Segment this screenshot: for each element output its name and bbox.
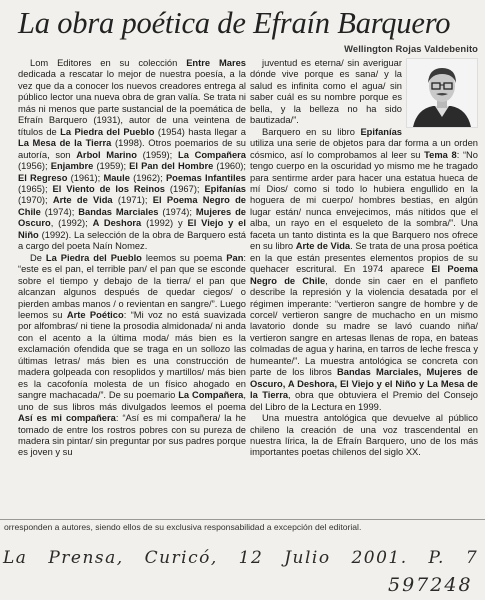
author-portrait-photo <box>406 58 478 128</box>
work-title-bold: El Pan del Hombre <box>129 161 214 172</box>
article-paragraph <box>250 413 478 459</box>
article-paragraph <box>18 253 246 459</box>
article-title: La obra poética de Efraín Barquero <box>18 6 451 40</box>
work-title-bold: Epifanías <box>204 183 246 194</box>
paragraph-text: Lom Editores en su colección <box>30 58 187 68</box>
work-title-bold: Arte Poético <box>66 309 124 320</box>
work-title-bold: Bandas Marciales <box>78 206 159 217</box>
paragraph-text: (1974); <box>40 206 79 217</box>
paragraph-text: De <box>30 252 46 263</box>
work-title-bold: Epifanías <box>360 126 402 137</box>
paragraph-text: (1992). La selección de la obra de Barquero está a cargo del poeta Naín Nomez. <box>18 229 246 252</box>
paragraph-text: : “este es el pan, el terrible pan/ el pan que se esconde sobre el tiempo y debajo de la tierra/ el pan que alcanzan algunos después de quedar ciegos/ o pierden ambas manos / o revientan en sangre/”. Luego leemos su <box>18 252 247 320</box>
footer-divider <box>0 519 485 520</box>
paragraph-text: (1967); <box>165 183 205 194</box>
paragraph-text: . Se trata de una prosa poética en la que están presentes elementos propios de su quehacer escritural. En 1974 aparece <box>250 241 478 275</box>
work-title-bold: A Deshora <box>92 218 142 229</box>
paragraph-text: : “Así es mi compañera/ la he tomado de entre los rostros pobres con su pureza de madera sin pintar/ sin preguntar por sus padres porque es joven y su <box>18 413 247 458</box>
paragraph-text: (1962); <box>129 172 166 183</box>
work-title-bold: El Poema Negro de Chile <box>250 264 478 286</box>
paragraph-text: Una muestra antológica que devuelve al público chileno la creación de una voz trascendental en nuestra lírica, la de Efraín Barquero, uno de los más importantes poetas chilenos del siglo XX. <box>250 413 478 458</box>
paragraph-text: (1954) hasta llegar a <box>154 126 246 137</box>
paragraph-text: utiliza una serie de objetos para dar forma a un orden cósmico, así lo comprobamos al leer su <box>250 138 478 160</box>
work-title-bold: La Piedra del Pueblo <box>60 126 155 137</box>
author-portrait-icon <box>407 59 477 127</box>
footer-disclaimer: orresponden a autores, siendo ellos de su exclusiva responsabilidad a excepción del editorial. <box>4 522 362 532</box>
work-title-bold: La Piedra del Pueblo <box>45 252 142 263</box>
work-title-bold: Pan <box>226 252 244 263</box>
paragraph-text: , obra que obtuviera el Premio del Consejo del Libro de la Lectura en 1999. <box>250 390 478 412</box>
paragraph-text: juventud es eterna/ sin averiguar dónde vive porque es sana/ y la salud es infinita como el agua/ sin saber cuál es su nombre porque es bella, y la belleza no ha sido bautizada/”. <box>250 58 402 126</box>
work-title-bold: El Viento de los Reinos <box>52 183 165 194</box>
paragraph-text: (1959); <box>136 149 178 160</box>
handwritten-source-note: La Prensa, Curicó, 12 Julio 2001. P. 7 <box>3 548 479 568</box>
article-column-left <box>18 58 246 459</box>
work-title-bold: El Poema Negro de Chile <box>18 195 246 217</box>
work-title-bold: Arte de Vida <box>52 195 113 206</box>
paragraph-text: (1970); <box>18 195 53 206</box>
work-title-bold: Arbol Marino <box>76 149 137 160</box>
paragraph-text: dedicada a rescatar lo mejor de nuestra poesía, a la vez que da a conocer los nuevos creadores entrega al público lector una nueva obra de gran valía. Se trata ni más ni menos que parte sustancial de la poemática de Efraín Barquero (1931), autor de una veintena de títulos de <box>18 69 246 137</box>
paragraph-text: (1959); <box>93 161 130 172</box>
paragraph-text: (1961); <box>67 172 104 183</box>
work-title-bold: El Viejo y el Niño <box>18 218 246 240</box>
work-title-bold: La Compañera <box>177 149 247 160</box>
work-title-bold: Entre Mares <box>186 58 246 68</box>
paragraph-text: , donde sin caer en el panfleto describe la represión y la violencia desatada por el régimen imperante: “vertieron sangre de hombre y de corcel/ vertieron sangre de muchacho en un mismo lavatorio donde su madre se lavó cuando niña/ vertieron sangre en artesas llenas de ropa, en bateas colmadas de agua y harina, en tarros de leche fresca y humeante/”. La muestra antológica se concreta con parte de los libros <box>250 275 478 378</box>
work-title-bold: Así es mi compañera <box>18 413 116 424</box>
work-title-bold: Arte de Vida <box>295 241 351 252</box>
work-title-bold: Enjambre <box>50 161 94 172</box>
work-title-bold: Mujeres de Oscuro <box>18 206 246 229</box>
work-title-bold: Maule <box>103 172 130 183</box>
work-title-bold: Poemas Infantiles <box>165 172 246 183</box>
work-title-bold: El Regreso <box>18 172 68 183</box>
article-paragraph <box>18 58 246 253</box>
paragraph-text: (1992) y <box>141 218 188 229</box>
paragraph-text: (1974); <box>158 206 196 217</box>
work-title-bold: Tema 8 <box>424 149 457 160</box>
paragraph-text: (1956); <box>18 161 51 172</box>
paragraph-text: Barquero en su libro <box>262 126 361 137</box>
paragraph-text: : “No tengo cuerpo en la oscuridad yo mismo me he tragado para sentirme arder para hacer una estatua hueca de mí Dios/ como si todo lo hubiera engullido en la hoguera de mi cuerpo/ hombres bestias, en algún lugar están/ nunca envejecimos, más nítidos que el alba, un rayo en el esqueleto de la sombra/”. Una faceta un tanto distinta es la que Barquero nos ofrece en su libro <box>250 149 478 252</box>
work-title-bold: La Mesa de la Tierra <box>18 138 112 149</box>
paragraph-text: , uno de sus libros más divulgados leemos el poema <box>18 390 246 412</box>
paragraph-text: (1965); <box>18 183 53 194</box>
paragraph-text: (1998). Otros poemarios de su autoría, son <box>18 138 246 160</box>
handwritten-catalog-number: 597248 <box>388 574 473 596</box>
work-title-bold: La Compañera <box>178 390 244 401</box>
article-column-right <box>250 58 478 459</box>
article-byline: Wellington Rojas Valdebenito <box>344 43 478 54</box>
paragraph-text: (1960); <box>213 161 247 172</box>
paragraph-text: , (1992); <box>50 218 93 229</box>
paragraph-text: : “Mi voz no está suavizada por alfombras/ ni tiene la prosodia almidonada/ ni anda con el acento a la última moda/ más bien es la exclamación ofendida que se traga en un sollozo las últimas letras/ más bien es una construcción de madera golpeada con resoplidos y martillos/ más bien es la cacofonía molesta de un físico ahogado en sangre machacada/”. De su poemario <box>18 309 246 401</box>
paragraph-text: (1971); <box>112 195 153 206</box>
article-paragraph <box>250 127 478 413</box>
paragraph-text: leemos su poema <box>141 252 227 263</box>
work-title-bold: Bandas Marciales, Mujeres de Oscuro, A Deshora, El Viejo y el Niño y La Mesa de la Tierra <box>250 367 478 401</box>
